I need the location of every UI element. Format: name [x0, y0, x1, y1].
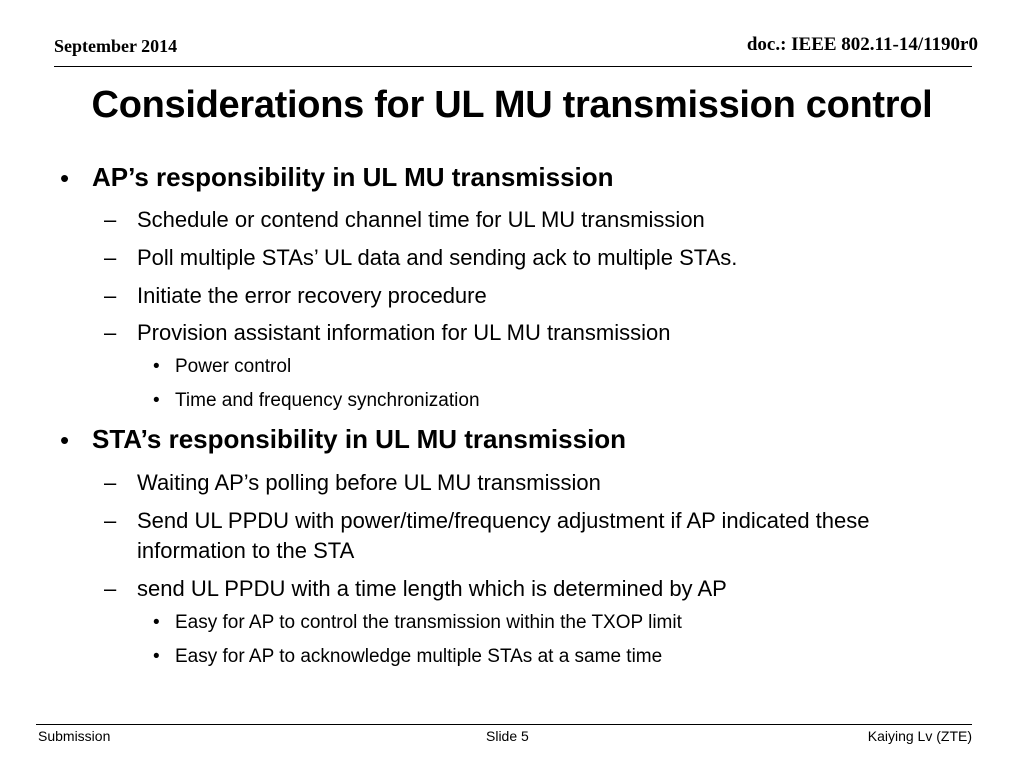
- dash-icon: –: [104, 508, 117, 533]
- dash-icon: –: [104, 245, 117, 270]
- list-item: Initiate the error recovery procedure: [137, 283, 487, 308]
- dash-icon: –: [104, 576, 117, 601]
- footer-author: Kaiying Lv (ZTE): [867, 728, 972, 744]
- bullet-icon: •: [153, 356, 160, 377]
- header-doc-id: doc.: IEEE 802.11-14/1190r0: [746, 34, 978, 55]
- slide-title: Considerations for UL MU transmission control: [91, 84, 933, 126]
- header-divider: [54, 66, 972, 67]
- dash-icon: –: [104, 283, 117, 308]
- bullet-icon: •: [60, 163, 70, 193]
- sub-list-item: Easy for AP to control the transmission within the TXOP limit: [175, 612, 682, 633]
- list-item: Send UL PPDU with power/time/frequency adjustment if AP indicated these information to the STA: [137, 508, 870, 563]
- footer-slide-number: Slide 5: [486, 728, 529, 744]
- sub-list-item: Easy for AP to acknowledge multiple STAs at a same time: [175, 646, 663, 667]
- section-heading: AP’s responsibility in UL MU transmission: [92, 162, 614, 192]
- bullet-icon: •: [153, 390, 160, 411]
- section-heading: STA’s responsibility in UL MU transmission: [92, 424, 627, 454]
- list-item: Provision assistant information for UL MU transmission: [137, 320, 671, 345]
- bullet-icon: •: [153, 612, 160, 633]
- list-item: Poll multiple STAs’ UL data and sending ack to multiple STAs.: [137, 245, 738, 270]
- footer-submission: Submission: [38, 728, 111, 744]
- list-item: send UL PPDU with a time length which is determined by AP: [137, 576, 727, 601]
- list-item: Waiting AP’s polling before UL MU transmission: [137, 470, 601, 495]
- header-date: September 2014: [54, 36, 178, 56]
- list-item: Schedule or contend channel time for UL MU transmission: [137, 207, 705, 232]
- dash-icon: –: [104, 207, 117, 232]
- dash-icon: –: [104, 470, 117, 495]
- bullet-icon: •: [153, 646, 160, 667]
- dash-icon: –: [104, 320, 117, 345]
- sub-list-item: Time and frequency synchronization: [175, 390, 480, 411]
- bullet-icon: •: [60, 425, 70, 455]
- sub-list-item: Power control: [175, 356, 292, 377]
- footer-divider: [36, 724, 972, 725]
